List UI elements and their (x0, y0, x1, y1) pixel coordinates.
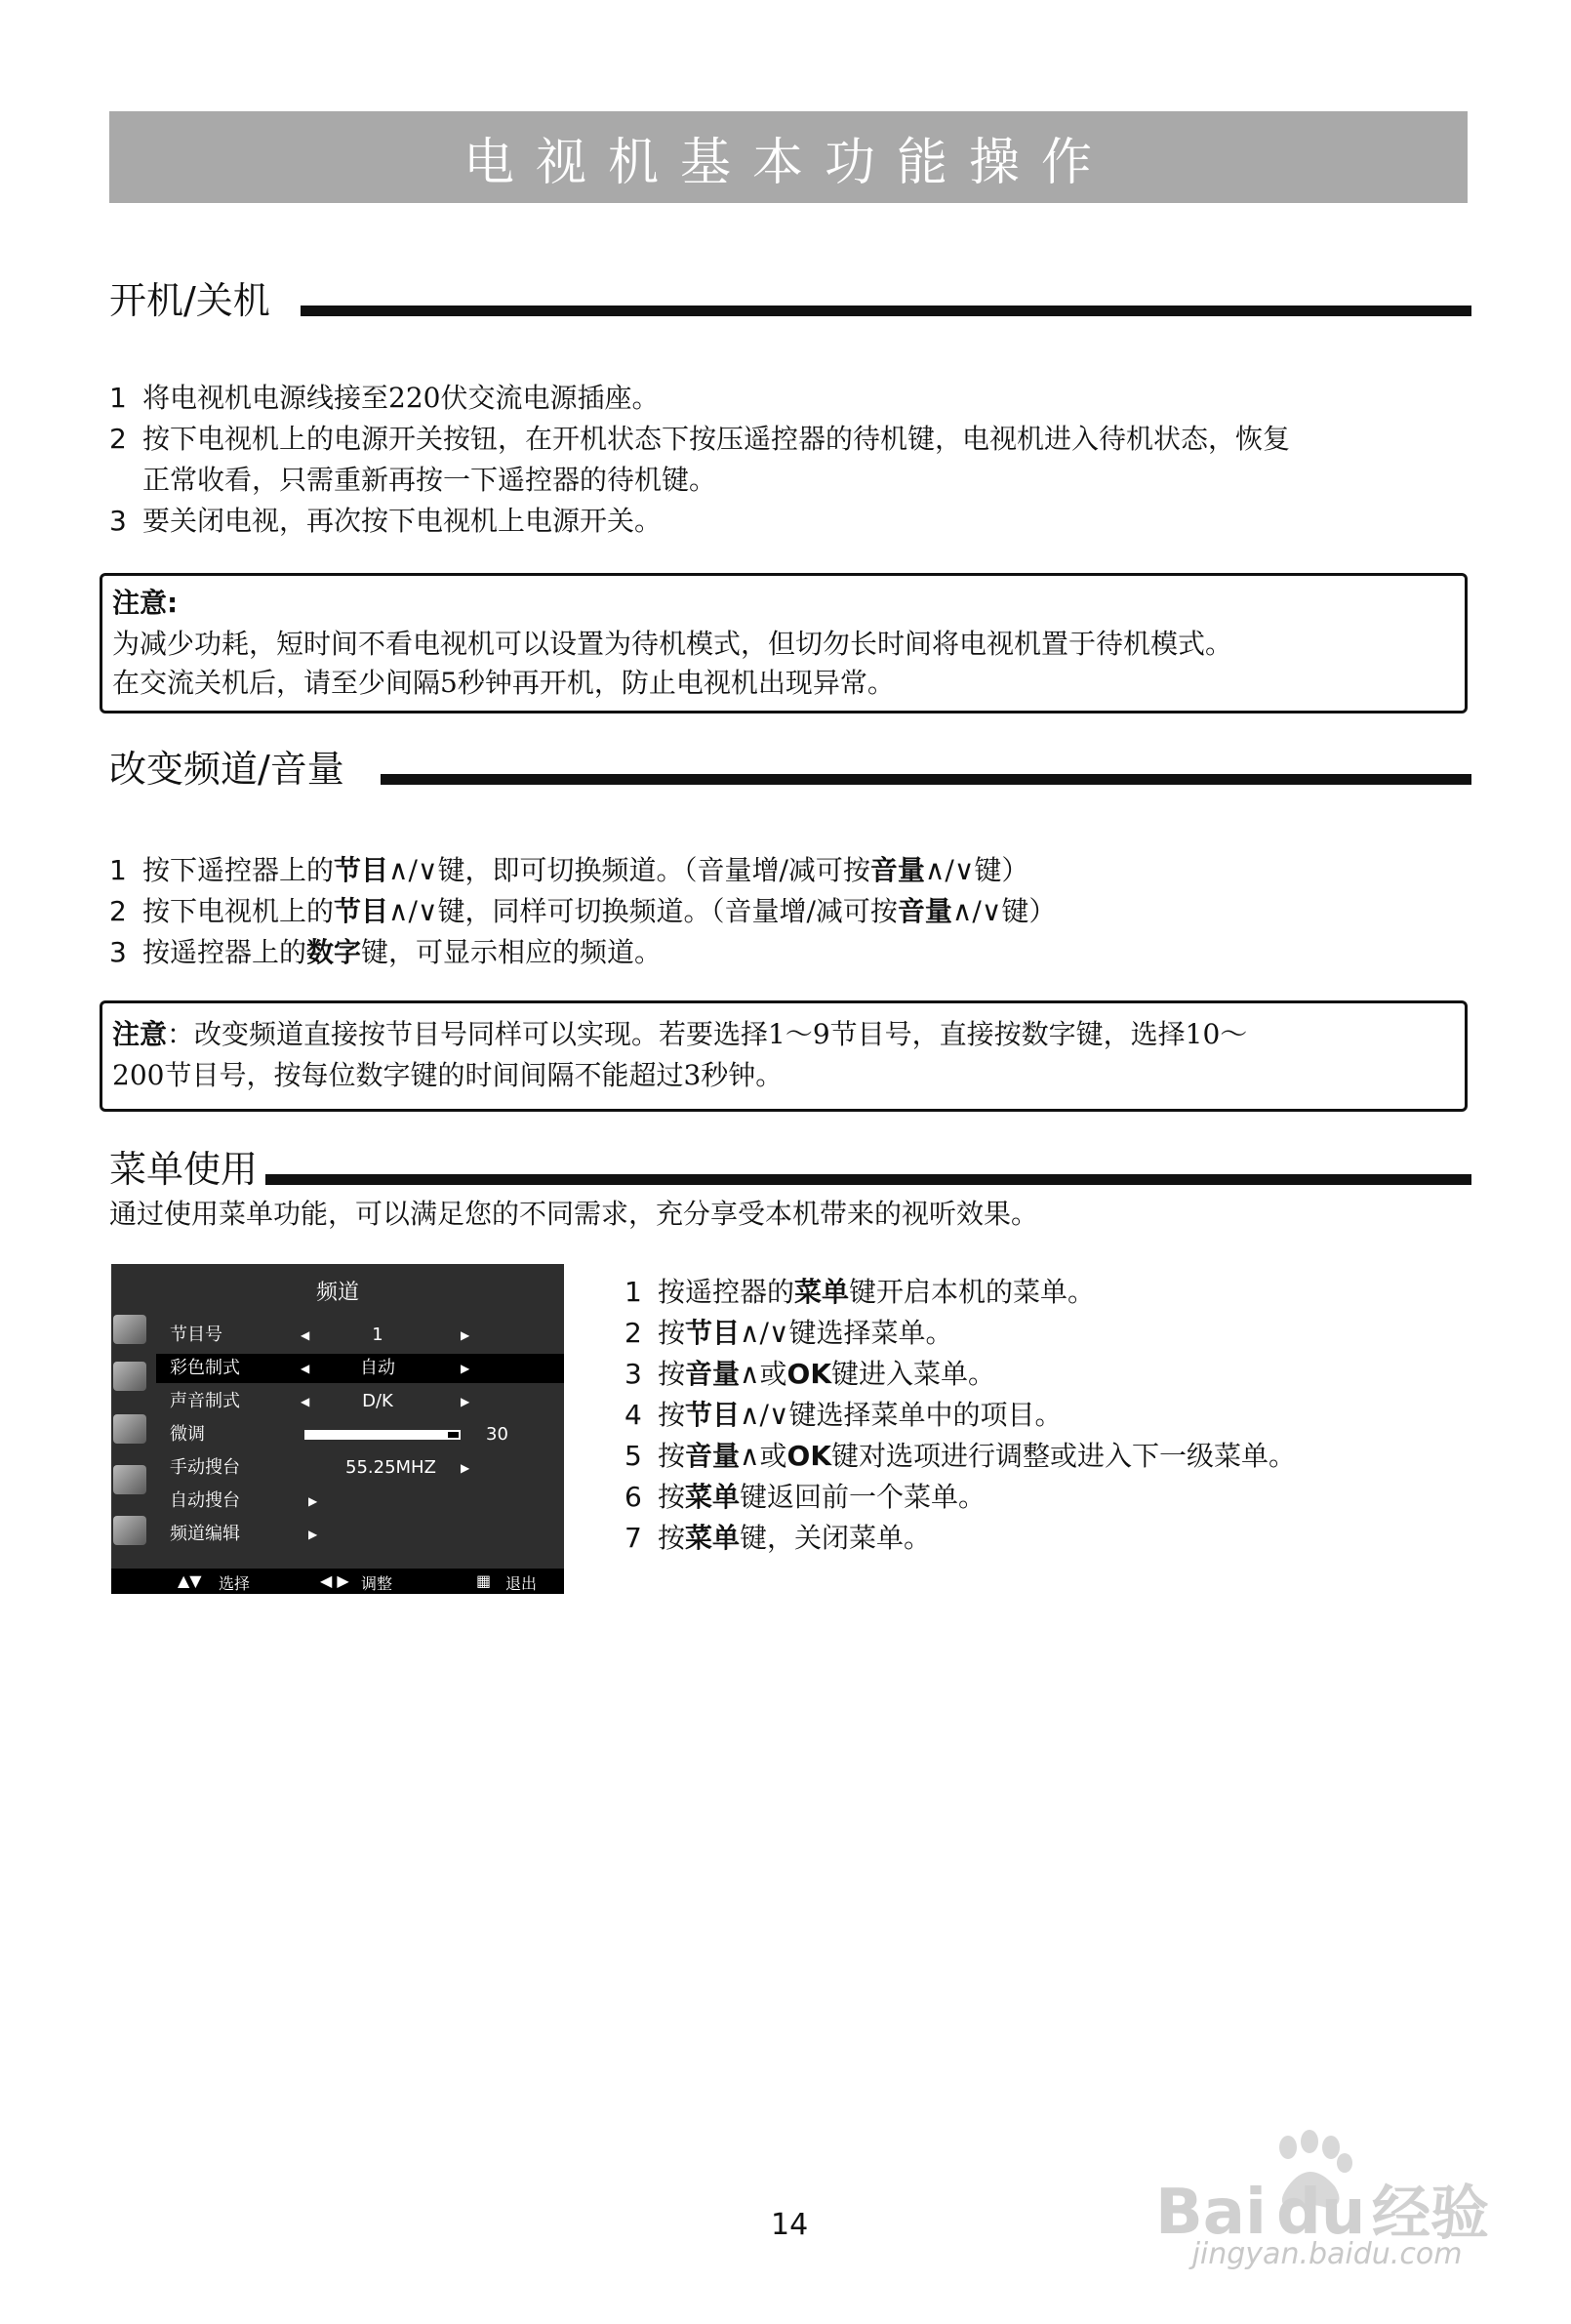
note-line: 在交流关机后，请至少间隔5秒钟再开机，防止电视机出现异常。 (112, 667, 895, 699)
step-text: 按遥控器的 (658, 1276, 795, 1308)
section-title: 菜单使用 (109, 1148, 259, 1191)
tv-menu-title: 频道 (315, 1281, 359, 1305)
menu-step (624, 1437, 1296, 1476)
item-text: 按下电视机上的 (142, 895, 335, 927)
item-text: 按遥控器上的 (142, 936, 307, 968)
heading-rule (381, 774, 1471, 785)
key-name: 菜单 (794, 1276, 850, 1308)
item-text: 键，可显示相应的频道。 (361, 936, 663, 968)
footer-select-label: 选择 (219, 1574, 251, 1593)
list-item (109, 420, 1290, 459)
item-number: 1 (109, 854, 127, 886)
sound-icon (113, 1362, 146, 1391)
note-line (112, 1015, 1247, 1054)
item-text: 按下电视机上的电源开关按钮，在开机状态下按压遥控器的待机键，电视机进入待机状态，恢复 (142, 423, 1291, 455)
item-text: ∧/∨键，同样可切换频道。（音量增/减可按 (388, 895, 898, 927)
note-label: 注意: (112, 587, 179, 619)
step-text: 按 (658, 1358, 686, 1390)
step-text: 键开启本机的菜单。 (849, 1276, 1096, 1308)
function-icon (113, 1465, 146, 1494)
arrow-right-icon: ▶ (461, 1328, 470, 1342)
tv-menu-row-selected (156, 1354, 564, 1383)
tv-menu-row (168, 1321, 558, 1350)
row-label: 声音制式 (170, 1391, 240, 1411)
paw-logo-icon (1142, 2128, 1512, 2245)
section-heading-menu (109, 1140, 1471, 1199)
menu-step (624, 1314, 952, 1353)
slider-fill (306, 1432, 448, 1438)
lock-icon (113, 1516, 146, 1545)
row-value: 55.25MHZ (345, 1457, 436, 1478)
page-number: 14 (771, 2208, 809, 2242)
step-text: 按 (658, 1440, 686, 1472)
step-text: 键进入菜单。 (831, 1358, 996, 1390)
item-text: ∧/∨键，即可切换频道。（音量增/减可按 (388, 854, 870, 886)
tv-menu-screenshot (111, 1264, 564, 1594)
item-number: 1 (109, 382, 127, 414)
arrow-right-icon: ▶ (461, 1461, 470, 1475)
section-intro: 通过使用菜单功能，可以满足您的不同需求，充分享受本机带来的视听效果。 (109, 1198, 1039, 1230)
watermark-url: jingyan.baidu.com (1191, 2237, 1463, 2271)
section-heading-channel (109, 740, 1471, 798)
key-name: 音量 (869, 854, 925, 886)
item-text: ∧/∨键） (924, 854, 1029, 886)
key-name: 菜单 (685, 1481, 741, 1513)
key-name: 菜单 (685, 1522, 741, 1554)
row-label: 频道编辑 (170, 1524, 240, 1544)
note-text: ：改变频道直接按节目号同样可以实现。若要选择1～9节目号，直接按数字键，选择10～ (167, 1018, 1248, 1050)
baidu-watermark (1142, 2128, 1512, 2313)
tv-menu-row (168, 1453, 558, 1483)
arrow-right-icon: ▶ (461, 1362, 470, 1375)
arrow-left-icon: ◀ (301, 1362, 310, 1375)
note-line: 200节目号，按每位数字键的时间间隔不能超过3秒钟。 (112, 1059, 784, 1091)
key-name: 音量 (685, 1440, 741, 1472)
step-text: ∧或 (740, 1440, 787, 1472)
item-text: 正常收看，只需重新再按一下遥控器的待机键。 (142, 464, 717, 496)
key-name: OK (786, 1440, 832, 1472)
tv-menu-row (168, 1420, 558, 1449)
step-number: 6 (624, 1481, 642, 1513)
list-item (109, 851, 1028, 890)
step-number: 5 (624, 1440, 642, 1472)
heading-rule (301, 306, 1471, 316)
note-line: 为减少功耗，短时间不看电视机可以设置为待机模式，但切勿长时间将电视机置于待机模式。 (112, 628, 1233, 660)
key-name: 节目 (685, 1317, 741, 1349)
step-number: 2 (624, 1317, 642, 1349)
row-value: 30 (486, 1424, 508, 1445)
menu-step (624, 1478, 986, 1517)
item-number: 2 (109, 895, 127, 927)
step-number: 7 (624, 1522, 642, 1554)
step-text: 键返回前一个菜单。 (740, 1481, 987, 1513)
step-text: 键，关闭菜单。 (740, 1522, 932, 1554)
step-text: 按 (658, 1481, 686, 1513)
step-number: 4 (624, 1399, 642, 1431)
menu-key-icon: ▦ (476, 1571, 492, 1590)
tv-menu-row (168, 1520, 558, 1549)
key-name: 数字 (306, 936, 362, 968)
row-label: 手动搜台 (170, 1457, 240, 1478)
arrow-left-icon: ◀ (301, 1395, 310, 1408)
step-number: 1 (624, 1276, 642, 1308)
footer-adjust-label: 调整 (361, 1574, 393, 1593)
svg-text:du: du (1276, 2177, 1366, 2245)
arrow-right-icon: ▶ (308, 1494, 318, 1508)
footer-exit-label: 退出 (505, 1574, 538, 1593)
step-text: 按 (658, 1522, 686, 1554)
list-item-continuation (142, 461, 716, 500)
left-right-icon: ◀ ▶ (320, 1571, 349, 1590)
row-label: 微调 (170, 1424, 205, 1445)
step-text: ∧或 (740, 1358, 787, 1390)
list-item (109, 892, 1056, 931)
heading-rule (265, 1174, 1471, 1185)
tv-menu-footer (111, 1569, 564, 1594)
channel-icon (113, 1414, 146, 1444)
step-text: ∧/∨键选择菜单中的项目。 (740, 1399, 1063, 1431)
step-text: 键对选项进行调整或进入下一级菜单。 (831, 1440, 1297, 1472)
note-box-power (100, 573, 1468, 714)
step-text: 按 (658, 1399, 686, 1431)
note-label: 注意 (112, 1018, 168, 1050)
tv-menu-row (168, 1387, 558, 1416)
svg-text:Bai: Bai (1155, 2177, 1267, 2245)
key-name: 音量 (685, 1358, 741, 1390)
key-name: 节目 (334, 854, 389, 886)
key-name: OK (786, 1358, 832, 1390)
note-box-channel (100, 1000, 1468, 1112)
row-value: 自动 (360, 1358, 395, 1378)
item-text: 要关闭电视，再次按下电视机上电源开关。 (142, 505, 663, 537)
arrow-right-icon: ▶ (308, 1528, 318, 1541)
step-number: 3 (624, 1358, 642, 1390)
menu-step (624, 1273, 1095, 1312)
picture-icon (113, 1315, 146, 1344)
key-name: 节目 (685, 1399, 741, 1431)
row-label: 自动搜台 (170, 1490, 240, 1511)
step-text: 按 (658, 1317, 686, 1349)
menu-step (624, 1396, 1062, 1435)
row-label: 彩色制式 (170, 1358, 240, 1378)
tv-menu-row (168, 1487, 558, 1516)
item-number: 2 (109, 423, 127, 455)
fine-tune-slider (304, 1430, 461, 1440)
row-value: 1 (372, 1325, 383, 1345)
row-label: 节目号 (170, 1325, 222, 1345)
menu-step (624, 1355, 995, 1394)
list-item (109, 933, 662, 972)
step-text: ∧/∨键选择菜单。 (740, 1317, 953, 1349)
item-text: 将电视机电源线接至220伏交流电源插座。 (142, 382, 660, 414)
row-value: D/K (362, 1391, 393, 1411)
up-down-icon: ▲▼ (178, 1571, 202, 1590)
arrow-left-icon: ◀ (301, 1328, 310, 1342)
key-name: 节目 (334, 895, 389, 927)
section-title: 改变频道/音量 (109, 748, 344, 791)
item-text: ∧/∨键） (951, 895, 1057, 927)
list-item (109, 379, 659, 418)
arrow-right-icon: ▶ (461, 1395, 470, 1408)
page-title-banner (109, 111, 1468, 203)
svg-text:经验: 经验 (1372, 2180, 1489, 2245)
item-number: 3 (109, 505, 127, 537)
section-title: 开机/关机 (109, 279, 270, 322)
list-item (109, 502, 662, 541)
section-heading-power (109, 271, 1471, 330)
item-number: 3 (109, 936, 127, 968)
key-name: 音量 (897, 895, 952, 927)
menu-step (624, 1519, 931, 1558)
item-text: 按下遥控器上的 (142, 854, 335, 886)
page-title: 电视机基本功能操作 (463, 133, 1113, 192)
